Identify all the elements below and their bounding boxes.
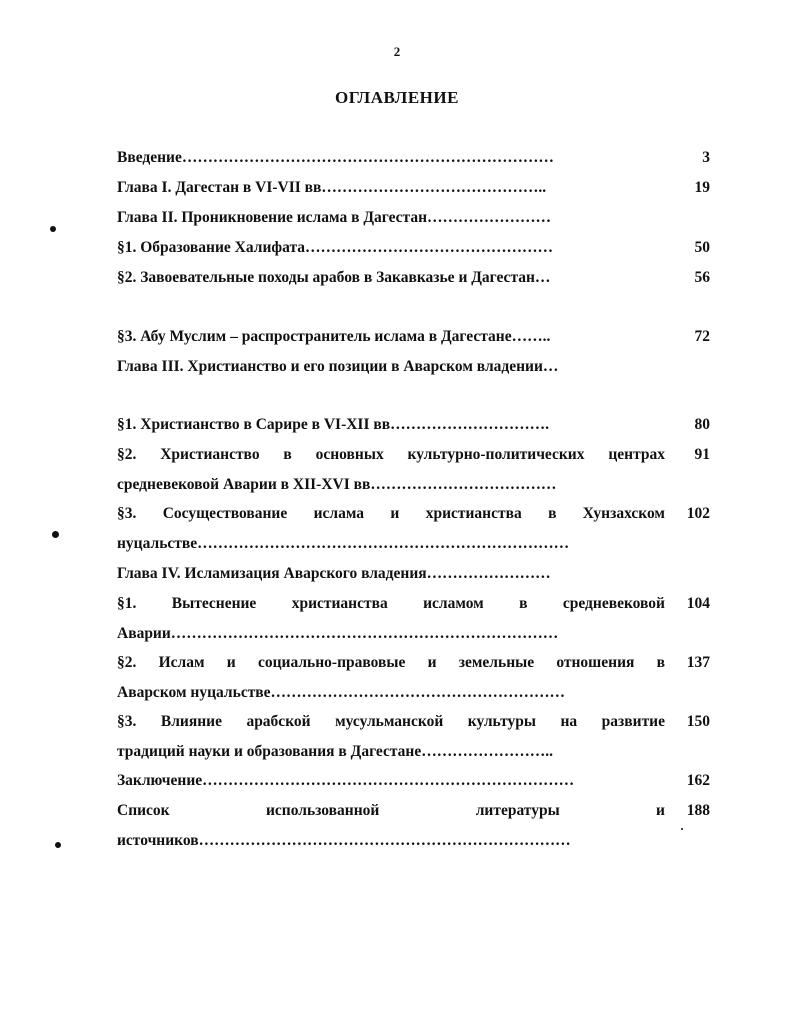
toc-entry-chapter-3[interactable]: Глава III. Христианство и его позиции в Аварском владении…: [117, 358, 559, 375]
toc-page-number: 102: [686, 505, 710, 522]
toc-entry-references[interactable]: Список использованной литературы и: [117, 802, 665, 819]
toc-page-number: 56: [694, 269, 710, 286]
scan-speck: [55, 842, 61, 848]
toc-page-number: 150: [686, 713, 710, 730]
toc-entry-introduction[interactable]: Введение………………………………………………………………: [117, 149, 554, 166]
toc-entry-continuation[interactable]: средневековой Аварии в XII-XVI вв………………………………: [117, 476, 557, 493]
toc-page-number: 80: [694, 416, 710, 433]
scan-speck: [681, 828, 683, 830]
toc-entry-conclusion[interactable]: Заключение………………………………………………………………: [117, 772, 575, 789]
toc-page-number: 50: [694, 239, 710, 256]
toc-entry-chapter-2[interactable]: Глава II. Проникновение ислама в Дагестан……………………: [117, 209, 552, 226]
scan-speck: [50, 226, 56, 232]
toc-entry-ch2-section-2[interactable]: §2. Завоевательные походы арабов в Закавказье и Дагестан…: [117, 269, 551, 286]
toc-page-number: 19: [694, 179, 710, 196]
toc-entry-continuation[interactable]: Аварии…………………………………………………………………: [117, 625, 559, 642]
toc-page-number: 162: [686, 772, 710, 789]
toc-entry-ch4-section-3[interactable]: §3. Влияние арабской мусульманской культуры на развитие: [117, 713, 665, 730]
toc-entry-ch2-section-3[interactable]: §3. Абу Муслим – распространитель ислама в Дагестане……..: [117, 328, 551, 345]
toc-entry-ch4-section-2[interactable]: §2. Ислам и социально-правовые и земельные отношения в: [117, 654, 665, 671]
toc-page-number: 137: [686, 654, 710, 671]
toc-entry-ch2-section-1[interactable]: §1. Образование Халифата…………………………………………: [117, 239, 553, 256]
toc-page-number: 188: [686, 802, 710, 819]
toc-entry-continuation[interactable]: источников………………………………………………………………: [117, 832, 571, 849]
toc-entry-chapter-4[interactable]: Глава IV. Исламизация Аварского владения……………………: [117, 565, 551, 582]
toc-entry-continuation[interactable]: традиций науки и образования в Дагестане……………………..: [117, 743, 553, 760]
toc-entry-ch3-section-2[interactable]: §2. Христианство в основных культурно-политических центрах: [117, 446, 665, 463]
scan-speck: [52, 531, 59, 538]
toc-entry-ch4-section-1[interactable]: §1. Вытеснение христианства исламом в средневековой: [117, 595, 665, 612]
toc-page-number: 3: [702, 149, 710, 166]
page-number: 2: [393, 44, 401, 59]
toc-page-number: 72: [694, 328, 710, 345]
toc-title: ОГЛАВЛЕНИЕ: [335, 88, 459, 107]
toc-entry-continuation[interactable]: Аварском нуцальстве…………………………………………………: [117, 684, 566, 701]
toc-entry-chapter-1[interactable]: Глава I. Дагестан в VI-VII вв……………………………………..: [117, 179, 547, 196]
toc-entry-continuation[interactable]: нуцальстве………………………………………………………………: [117, 535, 570, 552]
toc-entry-ch3-section-3[interactable]: §3. Сосуществование ислама и христианства в Хунзахском: [117, 505, 665, 522]
toc-page-number: 91: [694, 446, 710, 463]
toc-page-number: 104: [686, 595, 710, 612]
toc-entry-ch3-section-1[interactable]: §1. Христианство в Сарире в VI-XII вв………………………….: [117, 416, 549, 433]
